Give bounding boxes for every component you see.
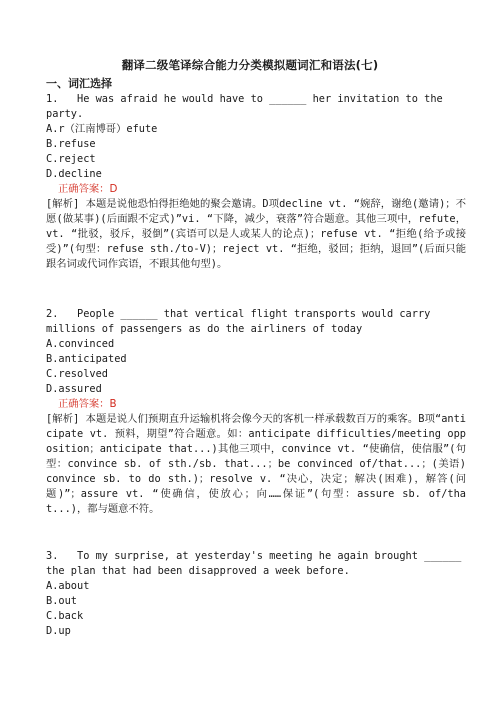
question-3	[46, 549, 466, 639]
option-b: B.out	[46, 595, 77, 607]
option-b: B.refuse	[46, 138, 96, 150]
correct-answer: 正确答案：D	[58, 183, 118, 195]
option-d: D.decline	[46, 168, 102, 180]
explanation: [解析] 本题是说人们预期直升运输机将会像今天的客机一样承载数百万的乘客。B项“anticipate vt. 预料，期望”符合题意。如：anticipate difficulties/meeting opposition；anticipate that...)其他三项中，convince vt. “使确信，使信服”(句型：convince sb. of sth./sb. that...；be convinced of/that...；(美语)convince sb. to do sth.)；resolve v. “决心，决定；解决(困难)，解答(问题)”；assure vt. “使确信，使放心；向……保证”(句型：assure sb. of/that...)，都与题意不符。	[46, 413, 466, 515]
option-a: A.r（江南博哥）efute	[46, 123, 158, 135]
option-b: B.anticipated	[46, 353, 127, 365]
question-2	[46, 307, 466, 517]
option-d: D.assured	[46, 383, 102, 395]
option-c: C.reject	[46, 153, 96, 165]
question-1	[46, 92, 466, 272]
section-heading: 一、词汇选择	[46, 77, 112, 90]
correct-answer: 正确答案：B	[58, 398, 117, 410]
question-stem: 1. He was afraid he would have to ______ her invitation to the party.	[46, 93, 443, 120]
option-c: C.back	[46, 610, 84, 622]
question-stem: 3. To my surprise, at yesterday's meeting he again brought ______ the plan that had been disapproved a week before.	[46, 550, 462, 577]
option-a: A.about	[46, 580, 90, 592]
page-title: 翻译二级笔译综合能力分类模拟题词汇和语法(七)	[121, 58, 379, 72]
explanation: [解析] 本题是说他恐怕得拒绝她的聚会邀请。D项decline vt. “婉辞，谢绝(邀请)；不愿(做某事)(后面跟不定式)”vi. “下降，减少，衰落”符合题意。其他三项中，refute，vt. “批驳，驳斥，驳倒”(宾语可以是人或某人的论点)；refuse vt. “拒绝(给予或接受)”(句型：refuse sth./to-V)；reject vt. “拒绝，驳回；拒纳，退回”(后面只能跟名词或代词作宾语，不跟其他句型)。	[46, 198, 466, 270]
option-c: C.resolved	[46, 368, 108, 380]
question-stem: 2. People ______ that vertical flight transports would carry millions of passengers as do the airliners of today	[46, 308, 431, 335]
option-d: D.up	[46, 625, 71, 637]
option-a: A.convinced	[46, 338, 115, 350]
